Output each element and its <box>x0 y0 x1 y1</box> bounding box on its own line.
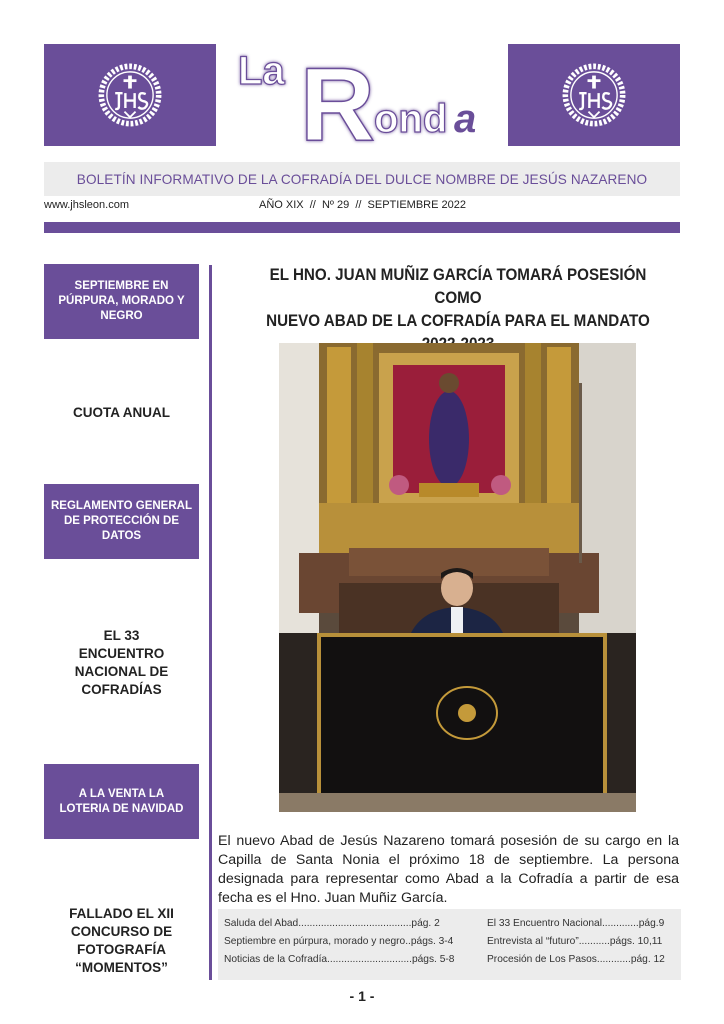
toc-item[interactable]: Procesión de Los Pasos............pág. 12 <box>487 954 665 965</box>
issue-info: AÑO XIX // Nº 29 // SEPTIEMBRE 2022 <box>259 199 466 211</box>
newsletter-subtitle: BOLETÍN INFORMATIVO DE LA COFRADÍA DEL DULCE NOMBRE DE JESÚS NAZARENO <box>44 162 680 196</box>
article-photo <box>279 343 636 812</box>
headline-line-2: NUEVO ABAD DE LA COFRADÍA PARA EL MANDATO <box>266 312 650 330</box>
toc-item[interactable]: Noticias de la Cofradía..............................págs. 5-8 <box>224 954 455 965</box>
left-emblem-box <box>44 44 216 146</box>
sidebar-item-encuentro[interactable]: EL 33 ENCUENTRO NACIONAL DE COFRADÍAS <box>74 628 169 697</box>
masthead-ond: ond <box>374 97 448 141</box>
article-body: El nuevo Abad de Jesús Nazareno tomará posesión de su cargo en la Capilla de Santa Nonia el próximo 18 de septiembre. La persona designada para representar como Abad a la Cofradía a partir de esa fecha es el Hno. Juan Muñiz García. <box>218 833 679 906</box>
masthead-logo <box>232 40 496 148</box>
headline-line-1: EL HNO. JUAN MUÑIZ GARCÍA TOMARÁ POSESIÓN COMO <box>269 266 647 307</box>
toc-item[interactable]: Saluda del Abad........................................pág. 2 <box>224 918 440 929</box>
sidebar-item-septiembre[interactable]: SEPTIEMBRE EN PÚRPURA, MORADO Y NEGRO <box>44 264 199 339</box>
table-of-contents <box>218 909 681 980</box>
website-link[interactable]: www.jhsleon.com <box>44 199 129 211</box>
page-number: - 1 - <box>349 988 375 1004</box>
toc-item[interactable]: Septiembre en púrpura, morado y negro..págs. 3-4 <box>224 936 454 947</box>
sidebar-item-cuota[interactable]: CUOTA ANUAL <box>73 405 170 420</box>
toc-right-column <box>487 915 665 969</box>
masthead-r: R <box>300 47 376 148</box>
sidebar-item-loteria[interactable]: A LA VENTA LA LOTERIA DE NAVIDAD <box>44 764 199 839</box>
header-divider <box>44 222 680 233</box>
sidebar-divider <box>209 265 212 980</box>
toc-item[interactable]: Entrevista al “futuro”...........págs. 10,11 <box>487 936 663 947</box>
masthead-la: La <box>238 49 285 93</box>
right-emblem-box <box>508 44 680 146</box>
toc-left-column <box>224 915 454 969</box>
toc-item[interactable]: El 33 Encuentro Nacional.............pág.9 <box>487 918 665 929</box>
masthead-a: a <box>454 97 477 141</box>
jhs-emblem-icon <box>557 58 631 132</box>
jhs-emblem-icon <box>93 58 167 132</box>
sidebar-item-concurso[interactable]: FALLADO EL XII CONCURSO DE FOTOGRAFÍA “MOMENTOS” <box>69 906 174 975</box>
sidebar-item-reglamento[interactable]: REGLAMENTO GENERAL DE PROTECCIÓN DE DATOS <box>44 484 199 559</box>
